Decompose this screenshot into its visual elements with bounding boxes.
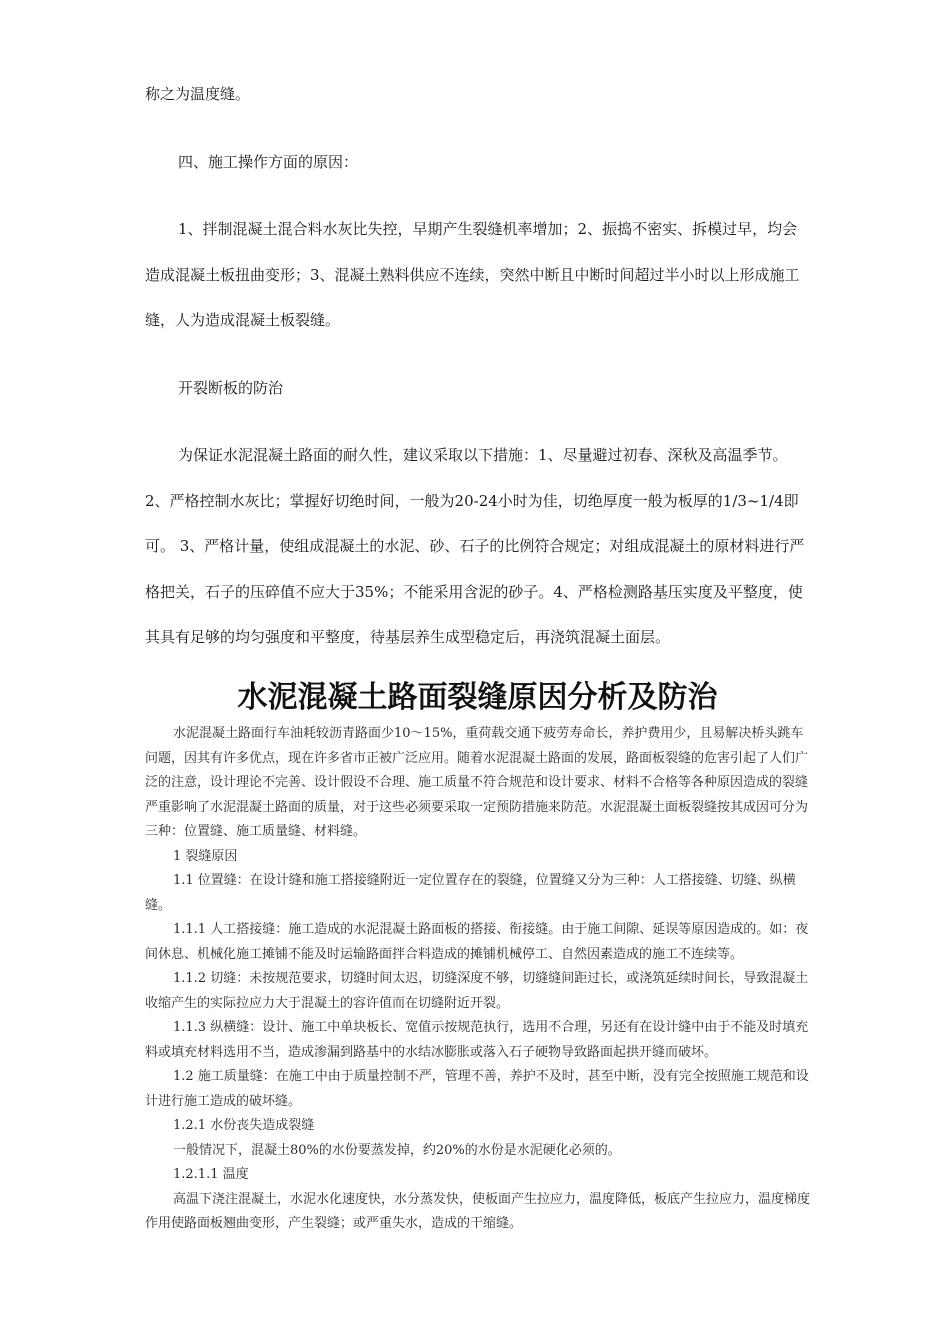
paragraph-temperature-seam: 称之为温度缝。: [145, 85, 251, 103]
section-heading: 1 裂缝原因: [173, 848, 238, 864]
paragraph-1-2: 1.2 施工质量缝：在施工中由于质量控制不严，管理不善，养护不及时，甚至中断，没有完全按照施工规范和设计进行施工造成的破坏缝。: [145, 1069, 809, 1109]
paragraph-1-2-1-1: 高温下浇注混凝土，水泥水化速度快，水分蒸发快，使板面产生拉应力，温度降低，板底产生拉应力，温度梯度作用使路面板翘曲变形，产生裂缝；或严重失水，造成的干缩缝。: [145, 1191, 811, 1231]
paragraph-1-1-1: 1.1.1 人工搭接缝：施工造成的水泥混凝土路面板的搭接、衔接缝。由于施工间隙、延误等原因造成的。如：夜间休息、机械化施工摊铺不能及时运输路面拌合料造成的摊铺机械停工、自然因素造成的施工不连续等。: [145, 922, 809, 962]
paragraph-gap: [145, 411, 810, 433]
paragraph-1-1: 1.1 位置缝：在设计缝和施工搭接缝附近一定位置存在的裂缝，位置缝又分为三种：人工搭接缝、切缝、纵横缝。: [145, 873, 796, 913]
subsection-heading-1-2-1: 1.2.1 水份丧失造成裂缝: [173, 1118, 315, 1133]
paragraph-gap: [145, 185, 810, 207]
heading-prevention: 开裂断板的防治: [178, 378, 284, 397]
article-title: 水泥混凝土路面裂缝原因分析及防治: [237, 680, 718, 715]
paragraph-construction-causes: 1、拌制混凝土混合料水灰比失控，早期产生裂缝机率增加；2、振捣不密实、拆模过早，均会造成混凝土板扭曲变形；3、混凝土熟料供应不连续，突然中断且中断时间超过半小时以上形成施工缝，人为造成混凝土板裂缝。: [145, 220, 800, 329]
paragraph-prevention-measures: 为保证水泥混凝土路面的耐久性，建议采取以下措施：1、尽量避过初春、深秋及高温季节。2、严格控制水灰比；掌握好切绝时间，一般为20-24小时为佳，切绝厚度一般为板厚的1/3~1/4即可。 3、严格计量，使组成混凝土的水泥、砂、石子的比例符合规定；对组成混凝土的原材料进行严格把关，石子的压碎值不应大于35%；不能采用含泥的砂子。4、严格检测路基压实度及平整度，使其具有足够的均匀强度和平整度，待基层养生成型稳定后，再浇筑混凝土面层。: [145, 446, 805, 646]
paragraph-1-1-3: 1.1.3 纵横缝：设计、施工中单块板长、宽值示按规范执行，选用不合理，另还有在设计缝中由于不能及时填充料或填充材料选用不当，造成渗漏到路基中的水结冰膨胀或落入石子硬物导致路面起拱开缝而破坏。: [145, 1020, 809, 1060]
article-body: [145, 722, 810, 1237]
heading-construction-causes: 四、施工操作方面的原因：: [178, 152, 359, 171]
paragraph-intro: 水泥混凝土路面行车油耗较沥青路面少10～15%，重荷载交通下疲劳寿命长，养护费用少，且易解决桥头跳车问题，因其有许多优点，现在许多省市正被广泛应用。随着水泥混凝土路面的发展，路面板裂缝的危害引起了人们广泛的注意，设计理论不完善、设计假设不合理、施工质量不符合规范和设计要求、材料不合格等各种原因造成的裂缝严重影响了水泥混凝土路面的质量，对于这些必须要采取一定预防措施来防范。水泥混凝土面板裂缝按其成因可分为三种：位置缝、施工质量缝、材料缝。: [145, 726, 809, 839]
paragraph-1-2-1: 一般情况下，混凝土80%的水份要蒸发掉，约20%的水份是水泥硬化必须的。: [173, 1142, 621, 1158]
paragraph-gap: [145, 118, 810, 140]
subsection-heading-1-2-1-1: 1.2.1.1 温度: [173, 1167, 249, 1182]
upper-section: [145, 72, 810, 661]
paragraph-gap: [145, 344, 810, 366]
paragraph-1-1-2: 1.1.2 切缝：未按规范要求，切缝时间太迟，切缝深度不够，切缝缝间距过长，或浇筑延续时间长，导致混凝土收缩产生的实际拉应力大于混凝土的容许值而在切缝附近开裂。: [145, 971, 809, 1011]
